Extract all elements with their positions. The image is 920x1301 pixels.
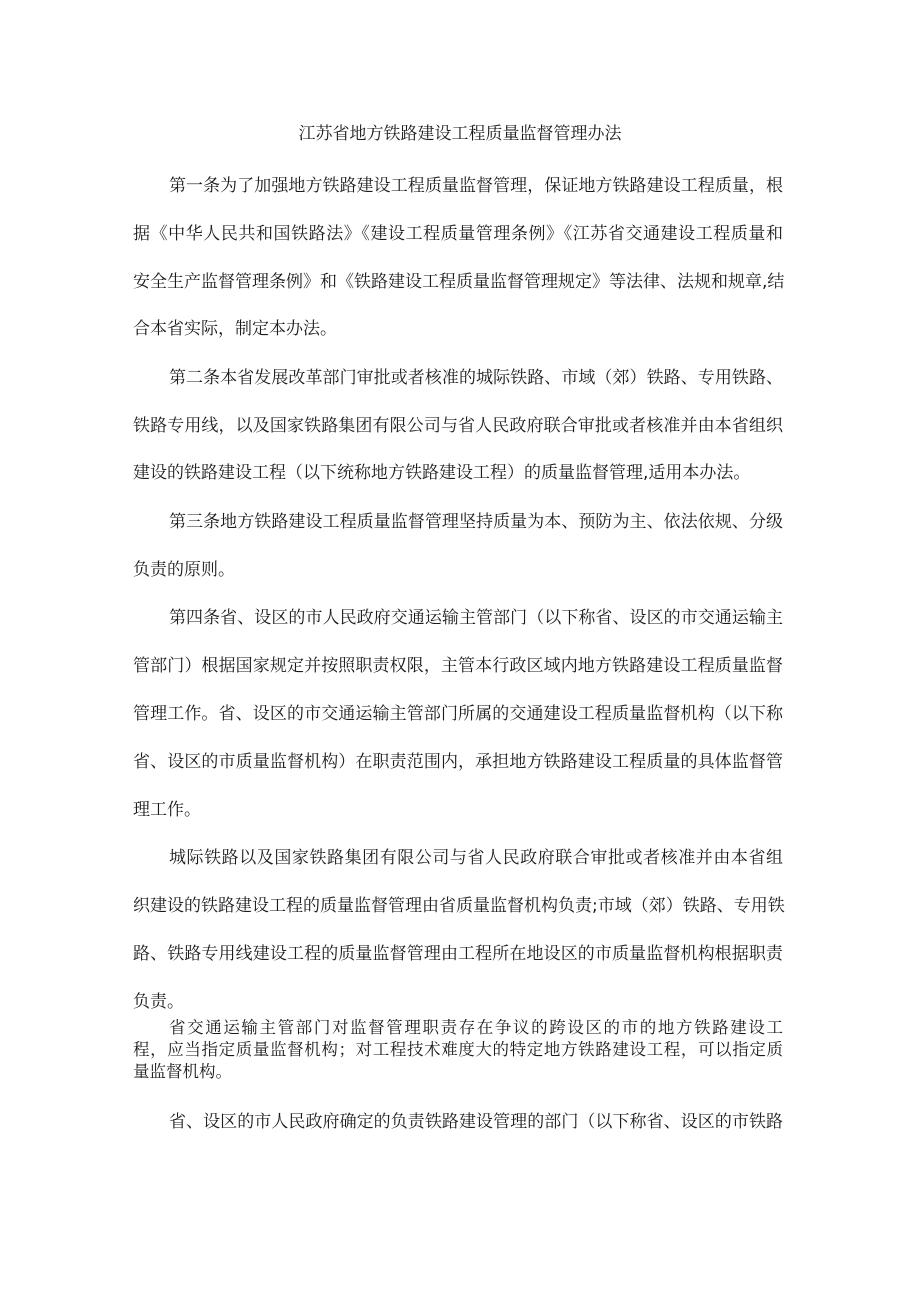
paragraph-line: 省、设区的市人民政府确定的负责铁路建设管理的部门（以下称省、设区的市铁路 — [169, 1112, 783, 1132]
paragraph-line: 安全生产监督管理条例》和《铁路建设工程质量监督管理规定》等法律、法规和规章,结 — [133, 272, 785, 292]
paragraph-line: 据《中华人民共和国铁路法》《建设工程质量管理条例》《江苏省交通建设工程质量和 — [133, 224, 783, 244]
paragraph-line: 第二条本省发展改革部门审批或者核准的城际铁路、市域（郊）铁路、专用铁路、 — [169, 368, 783, 388]
paragraph-line: 量监督机构。 — [133, 1062, 232, 1081]
paragraph-line: 管部门）根据国家规定并按照职责权限，主管本行政区域内地方铁路建设工程质量监督 — [133, 656, 783, 676]
paragraph-line: 第三条地方铁路建设工程质量监督管理坚持质量为本、预防为主、依法依规、分级 — [169, 512, 783, 532]
paragraph-line: 路、铁路专用线建设工程的质量监督管理由工程所在地设区的市质量监督机构根据职责 — [133, 944, 783, 964]
paragraph-line: 负责的原则。 — [133, 560, 235, 580]
paragraph-line: 城际铁路以及国家铁路集团有限公司与省人民政府联合审批或者核准并由本省组 — [169, 848, 783, 868]
paragraph-line: 负责。 — [133, 992, 184, 1012]
paragraph-line: 建设的铁路建设工程（以下统称地方铁路建设工程）的质量监督管理,适用本办法。 — [133, 463, 751, 483]
paragraph-line: 省交通运输主管部门对监督管理职责存在争议的跨设区的市的地方铁路建设工 — [169, 1018, 783, 1037]
paragraph-line: 第四条省、设区的市人民政府交通运输主管部门（以下称省、设区的市交通运输主 — [169, 608, 783, 628]
paragraph-line: 织建设的铁路建设工程的质量监督管理由省质量监督机构负责;市域（郊）铁路、专用铁 — [133, 896, 785, 916]
paragraph-line: 管理工作。省、设区的市交通运输主管部门所属的交通建设工程质量监督机构（以下称 — [133, 704, 783, 724]
paragraph-line: 程，应当指定质量监督机构；对工程技术难度大的特定地方铁路建设工程，可以指定质 — [133, 1040, 783, 1059]
document-title: 江苏省地方铁路建设工程质量监督管理办法 — [298, 124, 622, 144]
paragraph-line: 省、设区的市质量监督机构）在职责范围内，承担地方铁路建设工程质量的具体监督管 — [133, 752, 783, 772]
paragraph-line: 理工作。 — [133, 800, 201, 820]
paragraph-line: 合本省实际，制定本办法。 — [133, 319, 337, 339]
paragraph-line: 铁路专用线，以及国家铁路集团有限公司与省人民政府联合审批或者核准并由本省组织 — [133, 416, 783, 436]
paragraph-line: 第一条为了加强地方铁路建设工程质量监督管理，保证地方铁路建设工程质量，根 — [169, 176, 783, 196]
